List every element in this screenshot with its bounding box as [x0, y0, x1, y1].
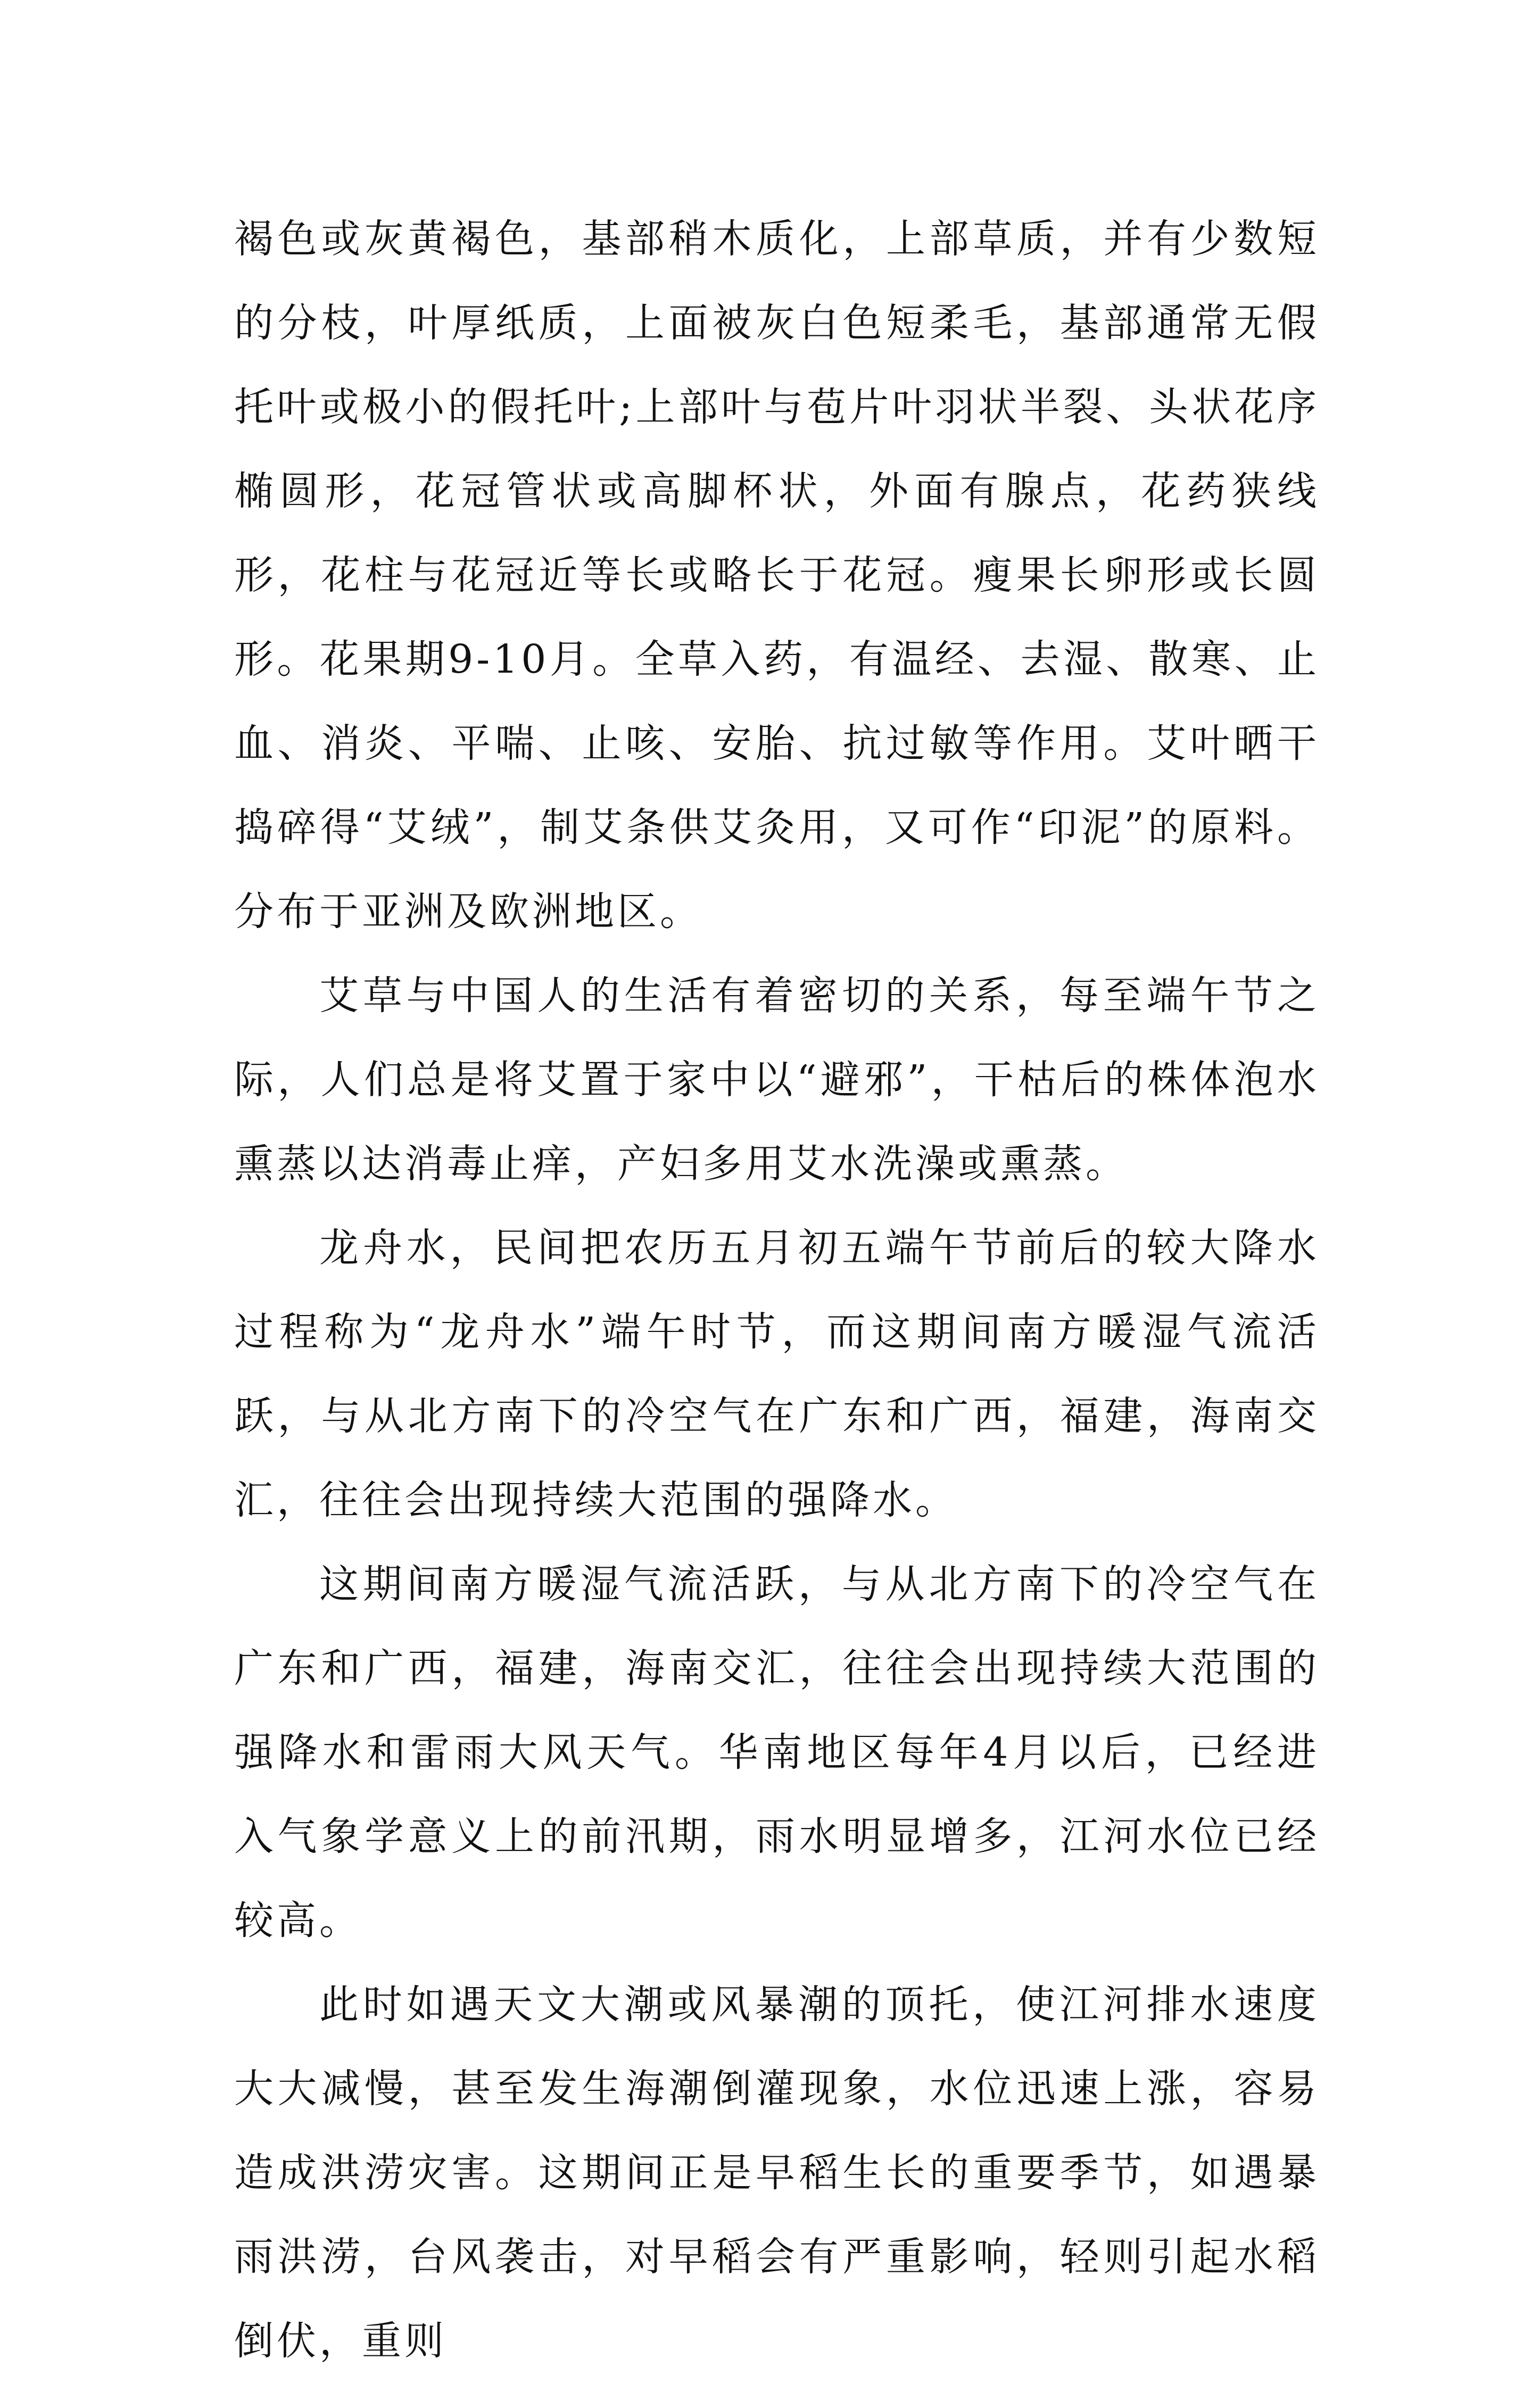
- paragraph-flood-impact: 此时如遇天文大潮或风暴潮的顶托，使江河排水速度大大减慢，甚至发生海潮倒灌现象，水位迅速上涨，容易造成洪涝灾害。这期间正是早稻生长的重要季节，如遇暴雨洪涝，台风袭击，对早稻会有严重影响，轻则引起水稻倒伏，重则: [234, 1982, 1320, 2364]
- paragraph-longzhou-water: 龙舟水，民间把农历五月初五端午节前后的较大降水过程称为“龙舟水”端午时节，而这期间南方暖湿气流活跃，与从北方南下的冷空气在广东和广西，福建，海南交汇，往往会出现持续大范围的强降水。: [234, 1225, 1320, 1523]
- paragraph-rain-season: 这期间南方暖湿气流活跃，与从北方南下的冷空气在广东和广西，福建，海南交汇，往往会出现持续大范围的强降水和雷雨大风天气。华南地区每年4月以后，已经进入气象学意义上的前汛期，雨水明显增多，江河水位已经较高。: [234, 1561, 1320, 1943]
- paragraph-aicao-life: 艾草与中国人的生活有着密切的关系，每至端午节之际，人们总是将艾置于家中以“避邪”，干枯后的株体泡水熏蒸以达消毒止痒，产妇多用艾水洗澡或熏蒸。: [234, 973, 1320, 1187]
- paragraph-continuation: 褐色或灰黄褐色，基部稍木质化，上部草质，并有少数短的分枝，叶厚纸质，上面被灰白色短柔毛，基部通常无假托叶或极小的假托叶;上部叶与苞片叶羽状半裂、头状花序椭圆形，花冠管状或高脚杯状，外面有腺点，花药狭线形，花柱与花冠近等长或略长于花冠。瘦果长卵形或长圆形。花果期9-10月。全草入药，有温经、去湿、散寒、止血、消炎、平喘、止咳、安胎、抗过敏等作用。艾叶晒干捣碎得“艾绒”，制艾条供艾灸用，又可作“印泥”的原料。分布于亚洲及欧洲地区。: [234, 216, 1320, 934]
- body-text: [234, 197, 1320, 2383]
